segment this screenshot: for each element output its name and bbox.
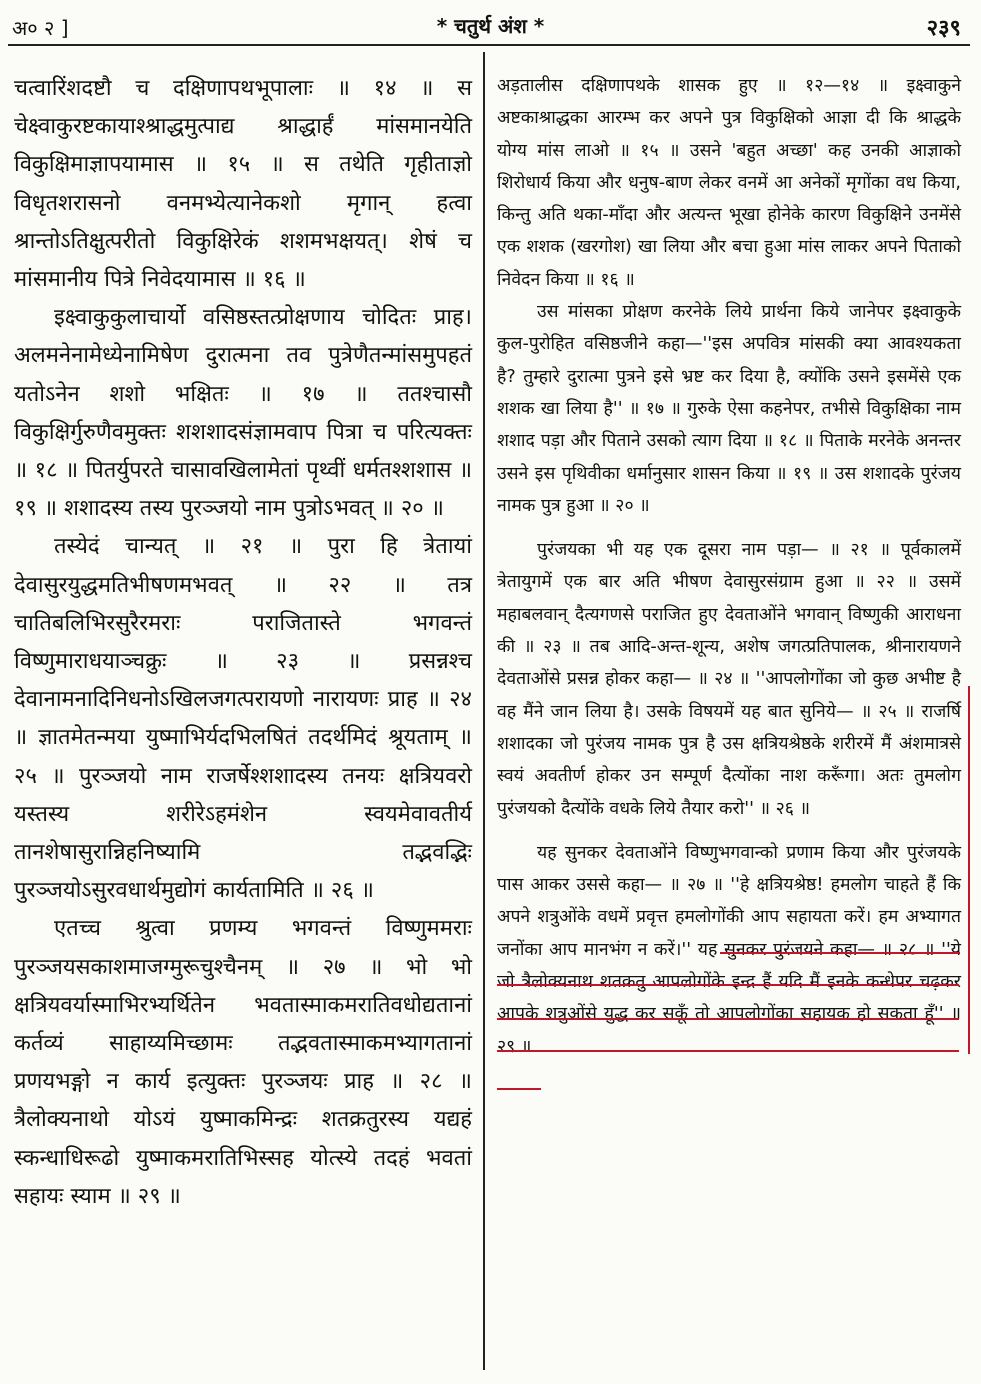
sanskrit-column: [14, 70, 472, 1216]
hindi-paragraph: यह सुनकर देवताओंने विष्णुभगवान्को प्रणाम किया और पुरंजयके पास आकर उससे कहा— ॥ २७ ॥ ''हे क्षत्रियश्रेष्ठ! हमलोग चाहते हैं कि अपने शत्रुओंके वधमें प्रवृत्त हमलोगोंकी आप सहायता करें। हम अभ्यागत जनोंका आप मानभंग न करें।'' यह सुनकर पुरंजयने कहा— ॥ २८ ॥ ''ये जो त्रैलोक्यनाथ शतक्रतु आपलोगोंके इन्द्र हैं यदि मैं इनके कन्धेपर चढ़कर आपके शत्रुओंसे युद्ध कर सकूँ तो आपलोगोंका सहायक हो सकता हूँ'' ॥ २९ ॥: [497, 842, 961, 1057]
sanskrit-paragraph: चत्वारिंशदष्टौ च दक्षिणापथभूपालाः ॥ १४ ॥ स चेक्ष्वाकुरष्टकायाश्श्राद्धमुत्पाद्य श्राद्धार्हं मांसमानयेति विकुक्षिमाज्ञापयामास ॥ १५ ॥ स तथेति गृहीताज्ञो विधृतशरासनो वनमभ्येत्यानेकशो मृगान् हत्वा श्रान्तोऽतिक्षुत्परीतो विकुक्षिरेकं शशमभक्षयत्। शेषं च मांसमानीय पित्रे निवेदयामास ॥ १६ ॥: [14, 76, 472, 293]
sanskrit-paragraph: तस्येदं चान्यत् ॥ २१ ॥ पुरा हि त्रेतायां देवासुरयुद्धमतिभीषणमभवत् ॥ २२ ॥ तत्र चातिबलिभिरसुरैरमराः पराजितास्ते भगवन्तं विष्णुमाराधयाञ्चक्रुः ॥ २३ ॥ प्रसन्नश्च देवानामनादिनिधनोऽखिलजगत्परायणो नारायणः प्राह ॥ २४ ॥ ज्ञातमेतन्मया युष्माभिर्यदभिलषितं तदर्थमिदं श्रूयताम् ॥ २५ ॥ पुरञ्जयो नाम राजर्षेश्शशादस्य तनयः क्षत्रियवरो यस्तस्य शरीरेऽहमंशेन स्वयमेवावतीर्य तानशेषासुरान्निहनिष्यामि तद्भवद्भिः पुरञ्जयोऽसुरवधार्थमुद्योगं कार्यतामिति ॥ २६ ॥: [14, 534, 472, 904]
column-divider: [483, 52, 485, 1370]
highlight-underline: [720, 952, 960, 954]
highlight-margin-line: [968, 686, 970, 1054]
hindi-paragraph: उस मांसका प्रोक्षण करनेके लिये प्रार्थना किये जानेपर इक्ष्वाकुके कुल-पुरोहित वसिष्ठजीने कहा—''इस अपवित्र मांसकी क्या आवश्यकता है? तुम्हारे दुरात्मा पुत्रने इसे भ्रष्ट कर दिया है, क्योंकि उसने इसमेंसे एक शशक खा लिया है'' ॥ १७ ॥ गुरुके ऐसा कहनेपर, तभीसे विकुक्षिका नाम शशाद पड़ा और पिताने उसको त्याग दिया ॥ १८ ॥ पिताके मरनेके अनन्तर उसने इस पृथिवीका धर्मानुसार शासन किया ॥ १९ ॥ उस शशादके पुरंजय नामक पुत्र हुआ ॥ २० ॥: [497, 302, 961, 516]
running-title: * चतुर्थ अंश *: [436, 14, 545, 38]
highlight-underline: [497, 984, 959, 986]
hindi-paragraph: अड़तालीस दक्षिणापथके शासक हुए ॥ १२—१४ ॥ इक्ष्वाकुने अष्टकाश्राद्धका आरम्भ कर अपने पुत्र विकुक्षिको आज्ञा दी कि श्राद्धके योग्य मांस लाओ ॥ १५ ॥ उसने 'बहुत अच्छा' कह उनकी आज्ञाको शिरोधार्य किया और धनुष-बाण लेकर वनमें आ अनेकों मृगोंका वध किया, किन्तु अति थका-माँदा और अत्यन्त भूखा होनेके कारण विकुक्षिने उनमेंसे एक शशक (खरगोश) खा लिया और बचा हुआ मांस लाकर अपने पिताको निवेदन किया ॥ १६ ॥: [497, 76, 961, 290]
highlight-underline: [497, 1088, 541, 1090]
highlight-underline: [497, 1050, 959, 1052]
sanskrit-paragraph: एतच्च श्रुत्वा प्रणम्य भगवन्तं विष्णुममराः पुरञ्जयसकाशमाजग्मुरूचुश्चैनम् ॥ २७ ॥ भो भो क्षत्रियवर्यास्माभिरभ्यर्थितेन भवतास्माकमरातिवधोद्यतानां कर्तव्यं साहाय्यमिच्छामः तद्भवतास्माकमभ्यागतानां प्रणयभङ्गो न कार्य इत्युक्तः पुरञ्जयः प्राह ॥ २८ ॥ त्रैलोक्यनाथो योऽयं युष्माकमिन्द्रः शतक्रतुरस्य यद्यहं स्कन्धाधिरूढो युष्माकमरातिभिस्सह योत्स्ये तदहं भवतां सहायः स्याम ॥ २९ ॥: [14, 916, 472, 1209]
highlight-underline: [497, 1018, 959, 1020]
page-header: [0, 0, 981, 48]
chapter-marker: अ० २ ]: [12, 16, 69, 40]
sanskrit-paragraph: इक्ष्वाकुकुलाचार्यो वसिष्ठस्तत्प्रोक्षणाय चोदितः प्राह। अलमनेनामेध्येनामिषेण दुरात्मना तव पुत्रेणैतन्मांसमुपहतं यतोऽनेन शशो भक्षितः ॥ १७ ॥ ततश्चासौ विकुक्षिर्गुरुणैवमुक्तः शशशादसंज्ञामवाप पित्रा च परित्यक्तः ॥ १८ ॥ पितर्युपरते चासावखिलामेतां पृथ्वीं धर्मतश्शशास ॥ १९ ॥ शशादस्य तस्य पुरञ्जयो नाम पुत्रोऽभवत् ॥ २० ॥: [14, 305, 472, 522]
header-rule: [8, 44, 970, 46]
hindi-translation-column: [497, 70, 961, 1063]
page-number: २३९: [926, 16, 961, 41]
hindi-paragraph: पुरंजयका भी यह एक दूसरा नाम पड़ा— ॥ २१ ॥ पूर्वकालमें त्रेतायुगमें एक बार अति भीषण देवासुरसंग्राम हुआ ॥ २२ ॥ उसमें महाबलवान् दैत्यगणसे पराजित हुए देवताओंने भगवान् विष्णुकी आराधना की ॥ २३ ॥ तब आदि-अन्त-शून्य, अशेष जगत्प्रतिपालक, श्रीनारायणने देवताओंसे प्रसन्न होकर कहा— ॥ २४ ॥ ''आपलोगोंका जो कुछ अभीष्ट है वह मैंने जान लिया है। उसके विषयमें यह बात सुनिये— ॥ २५ ॥ राजर्षि शशादका जो पुरंजय नामक पुत्र है उस क्षत्रियश्रेष्ठके शरीरमें मैं अंशमात्रसे स्वयं अवतीर्ण होकर उन सम्पूर्ण दैत्योंका नाश करूँगा। अतः तुमलोग पुरंजयको दैत्योंके वधके लिये तैयार करो'' ॥ २६ ॥: [497, 540, 961, 819]
